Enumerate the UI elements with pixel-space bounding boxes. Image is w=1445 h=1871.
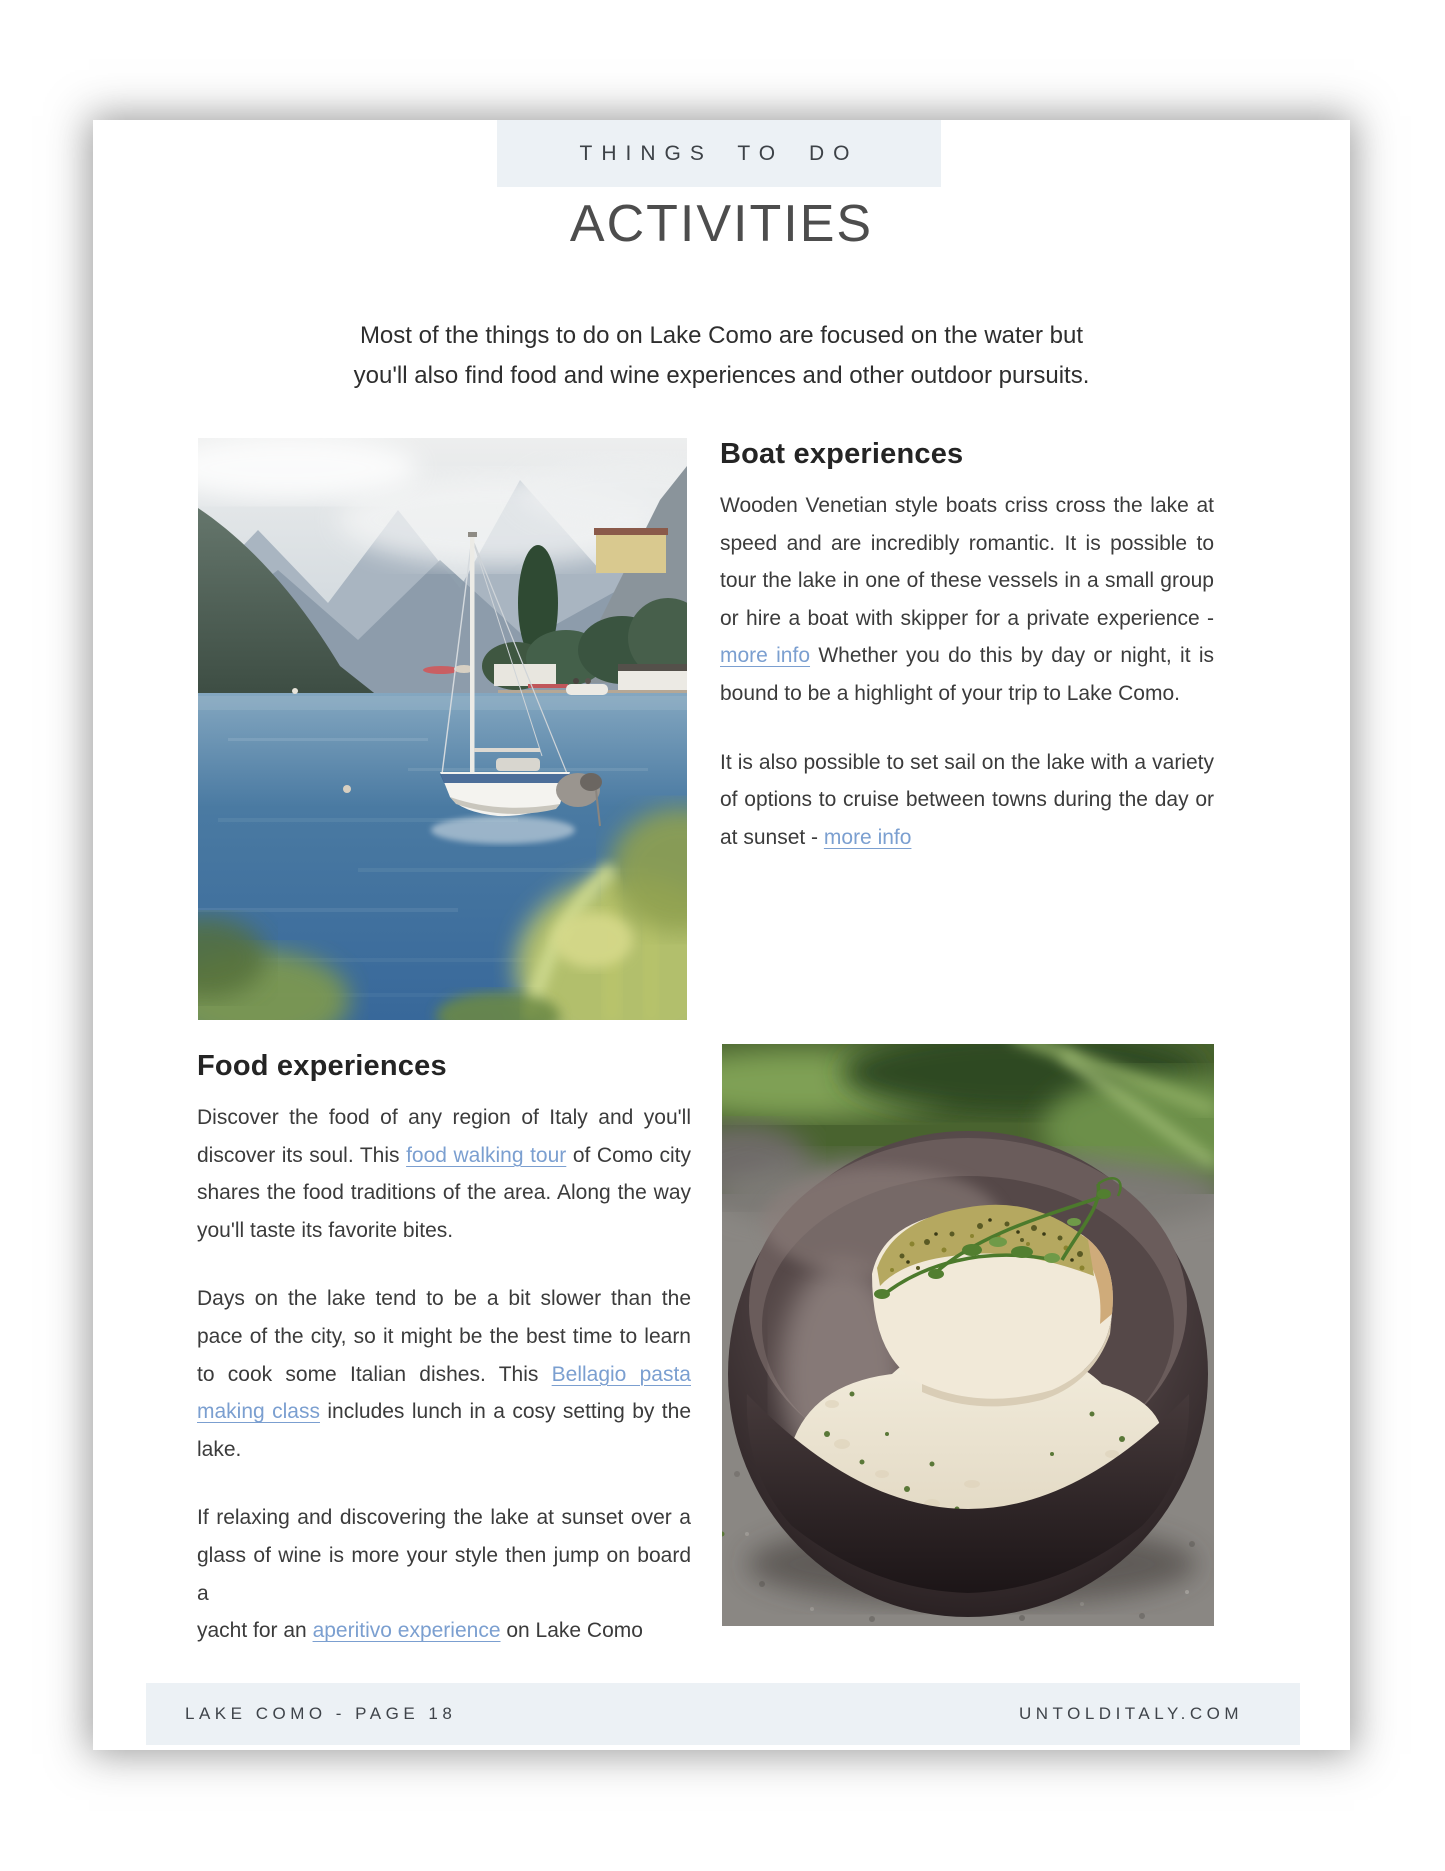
inline-link[interactable]: food walking tour bbox=[406, 1143, 567, 1167]
boat-section bbox=[720, 438, 1214, 887]
text-line: making class includes lunch in a cosy setting by the bbox=[197, 1400, 691, 1424]
boat-heading: Boat experiences bbox=[720, 438, 964, 470]
text-line: discover its soul. This food walking tour of Como city bbox=[197, 1143, 691, 1167]
food-paragraph-1 bbox=[197, 1099, 691, 1249]
kicker-badge bbox=[497, 120, 941, 187]
inline-link[interactable]: more info bbox=[823, 825, 912, 849]
food-paragraph-3 bbox=[197, 1499, 691, 1649]
inline-link[interactable]: aperitivo experience bbox=[312, 1619, 501, 1643]
page-title: ACTIVITIES bbox=[569, 195, 874, 253]
text-line: If relaxing and discovering the lake at sunset over a bbox=[197, 1506, 691, 1530]
text-line: tour the lake in one of these vessels in a small group bbox=[720, 569, 1214, 593]
text-line: to cook some Italian dishes. This Bellagio pasta bbox=[197, 1362, 691, 1386]
text-line: lake. bbox=[197, 1437, 242, 1461]
lake-como-sailboat-photo bbox=[198, 438, 687, 1020]
text-line: Wooden Venetian style boats criss cross the lake at bbox=[720, 494, 1214, 517]
text-line: pace of the city, so it might be the best time to learn bbox=[197, 1324, 691, 1348]
guide-page bbox=[93, 120, 1350, 1750]
text-line: you'll taste its favorite bites. bbox=[197, 1218, 454, 1242]
food-paragraph-2 bbox=[197, 1280, 691, 1468]
text-line: glass of wine is more your style then jump on board a bbox=[197, 1543, 691, 1605]
text-line: Discover the food of any region of Italy and you'll bbox=[197, 1106, 691, 1129]
text-line: of options to cruise between towns during the day or bbox=[720, 788, 1214, 812]
inline-link[interactable]: making class bbox=[197, 1400, 320, 1424]
text-line: yacht for an aperitivo experience on Lake Como bbox=[197, 1619, 643, 1643]
text-line: more info Whether you do this by day or night, it is bbox=[720, 644, 1214, 668]
food-heading: Food experiences bbox=[197, 1050, 447, 1082]
sailboat-illustration bbox=[198, 438, 687, 1020]
text-line: bound to be a highlight of your trip to Lake Como. bbox=[720, 681, 1180, 705]
boat-paragraph-1 bbox=[720, 487, 1214, 713]
inline-link[interactable]: more info bbox=[720, 644, 811, 668]
food-section bbox=[197, 1050, 691, 1681]
text-line: speed and are incredibly romantic. It is possible to bbox=[720, 531, 1214, 555]
page-footer bbox=[146, 1683, 1300, 1745]
text-line: shares the food traditions of the area. Along the way bbox=[197, 1181, 691, 1205]
text-line: Most of the things to do on Lake Como are focused on the water but bbox=[359, 322, 1084, 349]
footer-page-label: LAKE COMO - PAGE 18 bbox=[185, 1704, 457, 1723]
intro-paragraph bbox=[93, 316, 1350, 396]
footer-site-label: UNTOLDITALY.COM bbox=[1019, 1704, 1243, 1723]
text-line: Days on the lake tend to be a bit slower than the bbox=[197, 1287, 691, 1311]
inline-link[interactable]: Bellagio pasta bbox=[551, 1362, 691, 1386]
text-line: or hire a boat with skipper for a private experience - bbox=[720, 606, 1214, 630]
boat-paragraph-2 bbox=[720, 744, 1214, 857]
risotto-dish-photo bbox=[722, 1044, 1214, 1626]
food-illustration bbox=[722, 1044, 1214, 1626]
text-line: It is also possible to set sail on the lake with a variety bbox=[720, 750, 1214, 774]
text-line: at sunset - more info bbox=[720, 825, 912, 849]
text-line: you'll also find food and wine experiences and other outdoor pursuits. bbox=[353, 362, 1090, 389]
kicker-label: THINGS TO DO bbox=[579, 141, 859, 165]
